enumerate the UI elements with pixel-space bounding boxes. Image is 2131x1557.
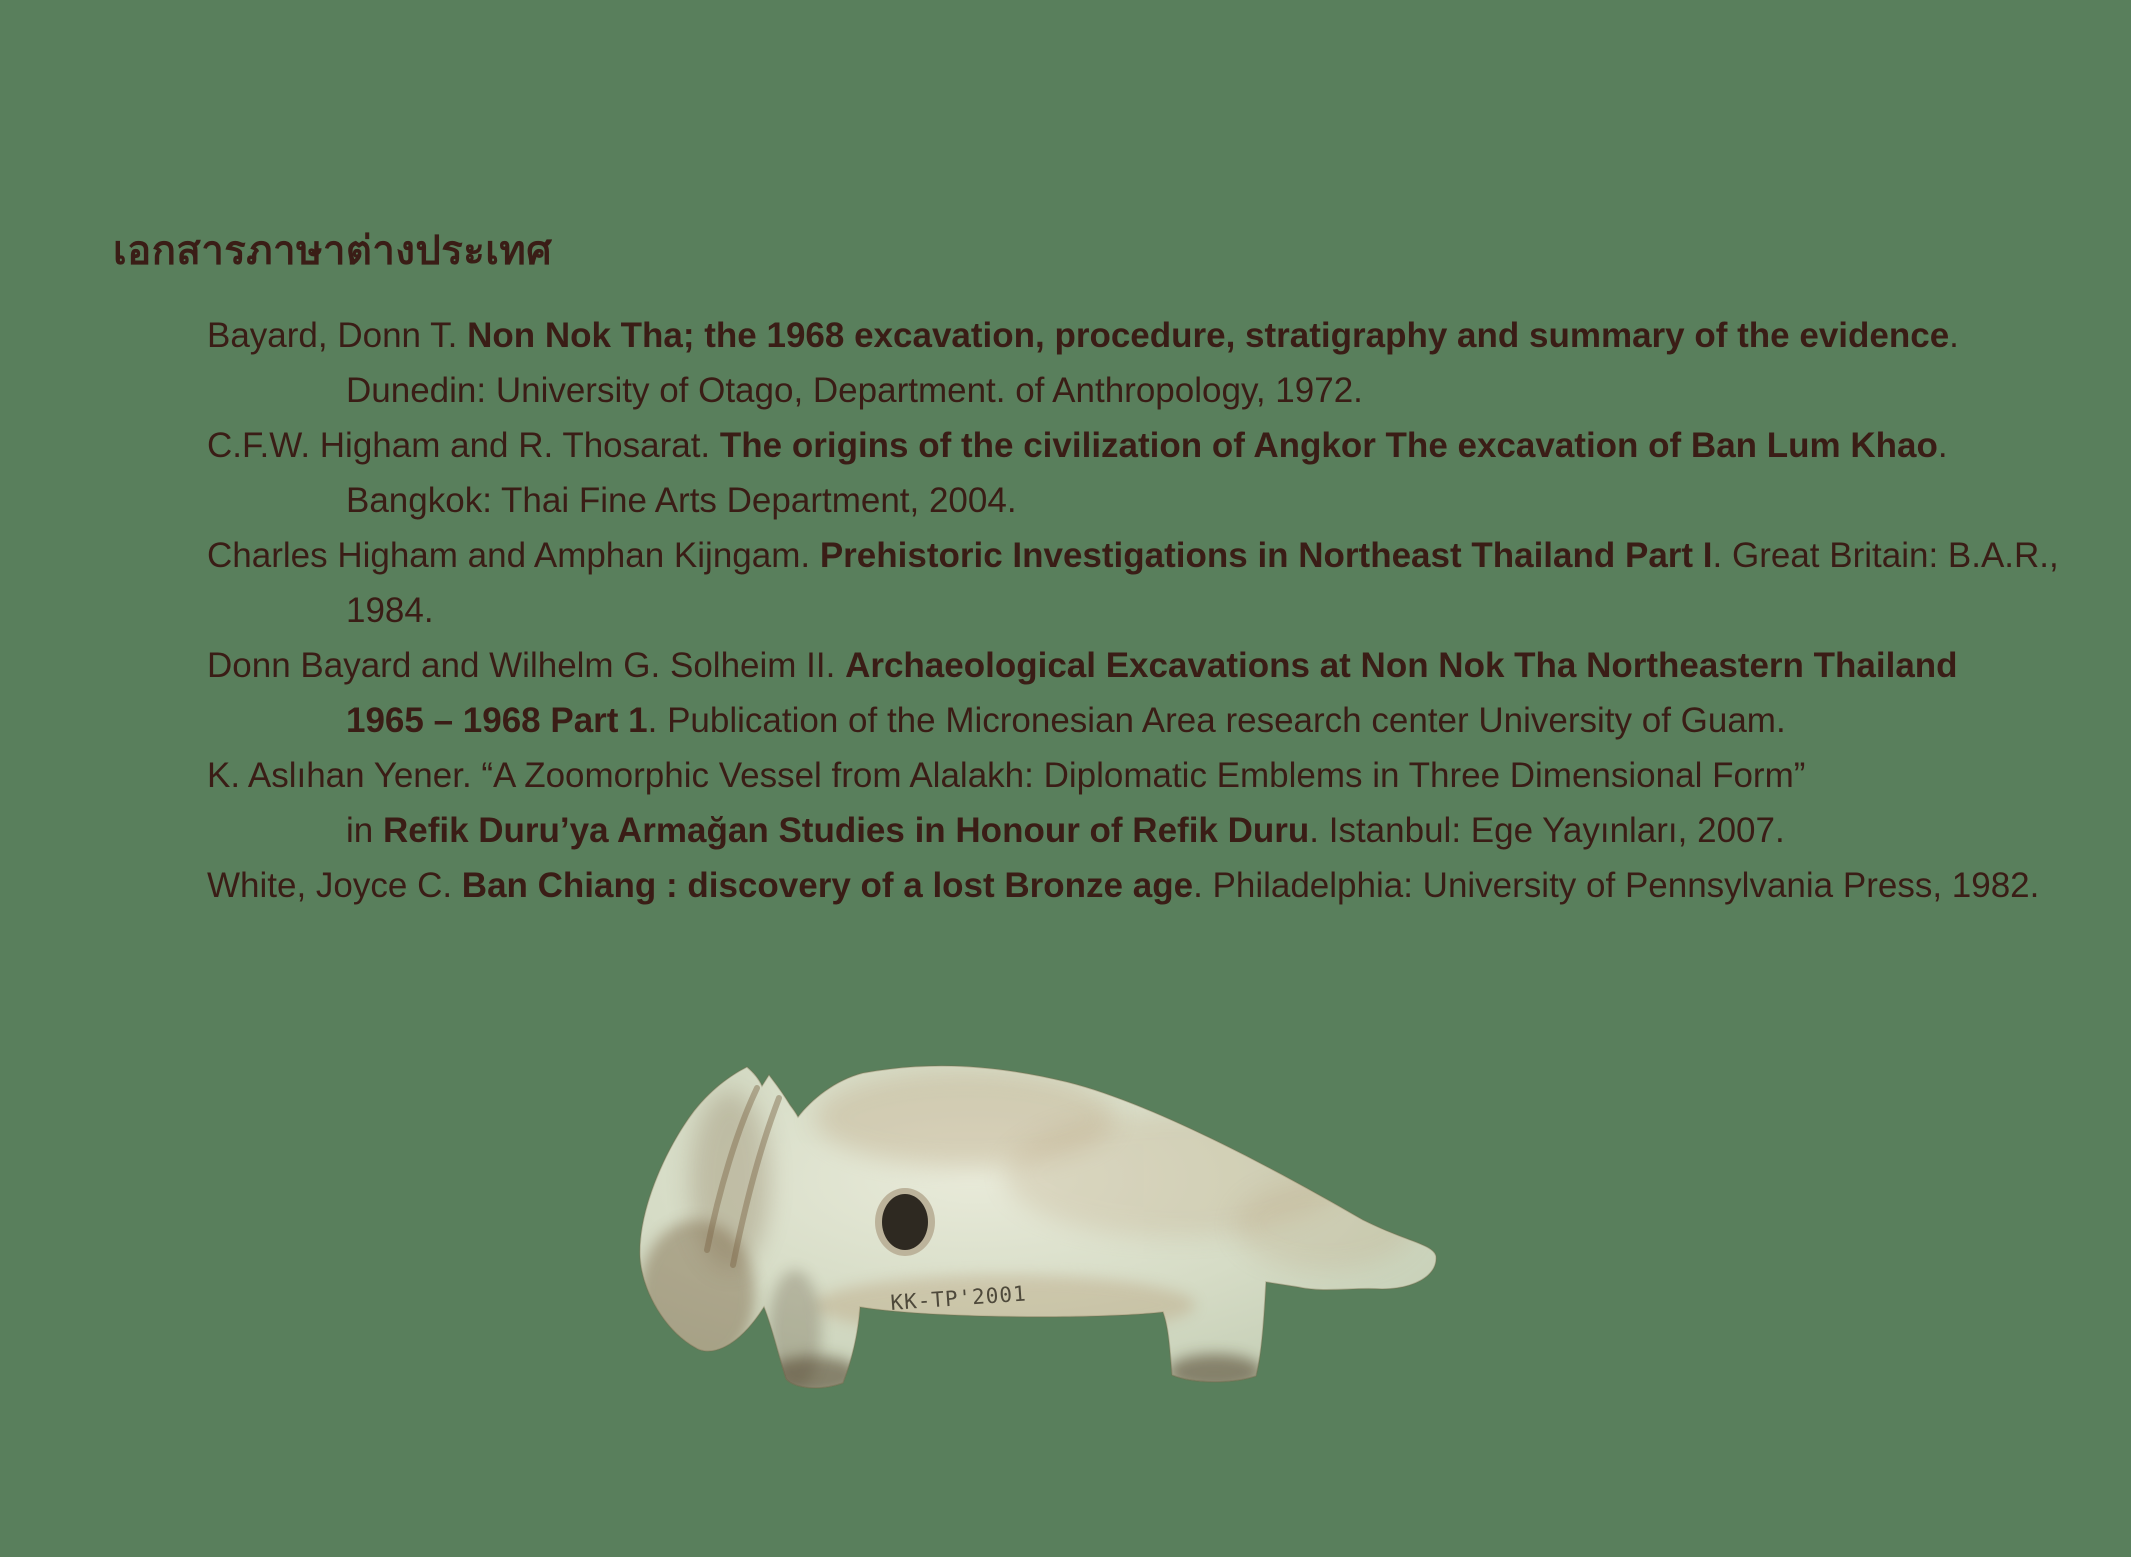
artifact-marking: KK-TP'2001 <box>889 1281 1028 1315</box>
bibliography-line <box>207 473 2067 528</box>
bibliography-title-segment: Archaeological Excavations at Non Nok Tha Northeastern Thailand <box>845 646 1958 685</box>
bibliography-list <box>207 308 2067 913</box>
drilled-hole <box>882 1194 928 1250</box>
bibliography-title-segment: Non Nok Tha; the 1968 excavation, procedure, stratigraphy and summary of the evidence <box>467 316 1950 355</box>
hind-hoof-shading <box>1167 1354 1263 1390</box>
bibliography-title-segment: 1965 – 1968 Part 1 <box>346 701 648 740</box>
bibliography-line <box>207 363 2067 418</box>
bibliography-line <box>207 693 2067 748</box>
bibliography-title-segment: Refik Duru’ya Armağan Studies in Honour of Refik Duru <box>382 811 1310 850</box>
bibliography-text-segment: Charles Higham and Amphan Kijngam. <box>207 536 820 575</box>
stone-mottling <box>1235 1180 1415 1270</box>
artifact-photo <box>635 1060 1445 1390</box>
bibliography-text-segment: White, Joyce C. <box>207 866 462 905</box>
front-leg-shading <box>769 1270 821 1390</box>
bibliography-text-segment: . Great Britain: B.A.R., <box>1712 536 2059 575</box>
bibliography-text-segment: . <box>1937 426 1948 465</box>
bibliography-line <box>207 638 2067 693</box>
bibliography-text-segment: . Philadelphia: University of Pennsylvania Press, 1982. <box>1193 866 2040 905</box>
bibliography-title-segment: The origins of the civilization of Angkor The excavation of Ban Lum Khao <box>719 426 1938 465</box>
bibliography-text-segment: Bangkok: Thai Fine Arts Department, 2004. <box>346 481 1017 520</box>
bibliography-line <box>207 418 2067 473</box>
bibliography-text-segment: . Istanbul: Ege Yayınları, 2007. <box>1309 811 1785 850</box>
bibliography-line <box>207 583 2067 638</box>
bibliography-text-segment: 1984. <box>346 591 434 630</box>
zoomorphic-figurine-image <box>635 1060 1445 1390</box>
bibliography-text-segment: Bayard, Donn T. <box>207 316 468 355</box>
bibliography-text-segment: C.F.W. Higham and R. Thosarat. <box>207 426 720 465</box>
bibliography-line <box>207 803 2067 858</box>
bibliography-text-segment: in <box>346 811 383 850</box>
bibliography-line <box>207 308 2067 363</box>
bibliography-text-segment: Dunedin: University of Otago, Department. of Anthropology, 1972. <box>346 371 1363 410</box>
bibliography-title-segment: Ban Chiang : discovery of a lost Bronze age <box>461 866 1194 905</box>
bibliography-title-segment: Prehistoric Investigations in Northeast Thailand Part I <box>819 536 1713 575</box>
bibliography-text-segment: K. Aslıhan Yener. “A Zoomorphic Vessel from Alalakh: Diplomatic Emblems in Three Dimensional Form” <box>207 756 1806 795</box>
bibliography-line <box>207 528 2067 583</box>
bibliography-text-segment: Donn Bayard and Wilhelm G. Solheim II. <box>207 646 846 685</box>
bibliography-line <box>207 748 2067 803</box>
section-heading-thai: เอกสารภาษาต่างประเทศ <box>113 229 553 273</box>
bibliography-line <box>207 858 2067 913</box>
bibliography-text-segment: . Publication of the Micronesian Area research center University of Guam. <box>647 701 1786 740</box>
ear-shading <box>690 1090 770 1270</box>
bibliography-text-segment: . <box>1949 316 1959 355</box>
